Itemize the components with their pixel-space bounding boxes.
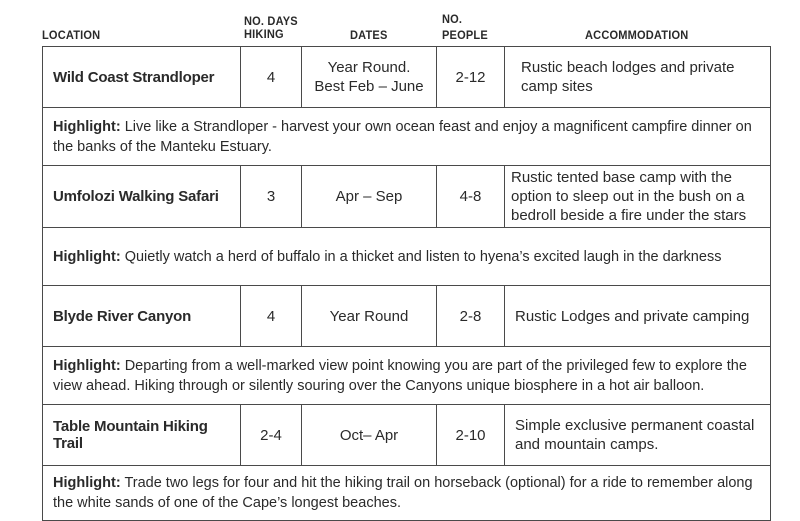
highlight-cell (43, 347, 771, 405)
people-cell: 2-8 (437, 286, 505, 347)
highlight-label: Highlight: (53, 248, 121, 265)
days-cell: 4 (241, 47, 302, 108)
accommodation-cell: Rustic beach lodges and private camp sites (505, 47, 771, 108)
highlight-row (43, 108, 771, 166)
header-people-line2: PEOPLE (442, 28, 488, 42)
highlight-text: Live like a Strandloper - harvest your own ocean feast and enjoy a magnificent campfire dinner on the banks of the Manteku Estuary. (53, 118, 752, 155)
highlight-text: Trade two legs for four and hit the hiking trail on horseback (optional) for a ride to remember along the white sands of one of the Cape’s longest beaches. (53, 475, 753, 511)
table-row (43, 286, 771, 347)
people-cell: 4-8 (437, 166, 505, 228)
table-row (43, 47, 771, 108)
days-cell: 2-4 (241, 405, 302, 466)
dates-cell (302, 166, 437, 228)
highlight-row (43, 466, 771, 521)
header-location: LOCATION (42, 28, 101, 42)
header-days-line2: HIKING (244, 27, 284, 41)
days-cell: 3 (241, 166, 302, 228)
table-row (43, 405, 771, 466)
dates-cell (302, 405, 437, 466)
dates-line1: Apr – Sep (335, 188, 403, 205)
location-cell: Table Mountain Hiking Trail (43, 405, 241, 466)
people-cell: 2-10 (437, 405, 505, 466)
header-days (244, 15, 298, 41)
days-cell: 4 (241, 286, 302, 347)
location-cell: Blyde River Canyon (43, 286, 241, 347)
highlight-row (43, 228, 771, 286)
header-people (442, 13, 488, 42)
people-cell: 2-12 (437, 47, 505, 108)
table-row (43, 166, 771, 228)
header-dates: DATES (350, 28, 388, 42)
dates-line1: Oct– Apr (339, 426, 399, 444)
highlight-text: Quietly watch a herd of buffalo in a thicket and listen to hyena’s excited laugh in the darkness (124, 248, 722, 265)
hiking-table (42, 46, 771, 521)
highlight-cell (43, 466, 771, 521)
highlight-label: Highlight: (53, 475, 121, 491)
highlight-row (43, 347, 771, 405)
location-cell: Umfolozi Walking Safari (43, 166, 241, 228)
accommodation-cell: Rustic tented base camp with the option to sleep out in the bush on a bedroll beside a fire under the stars (505, 166, 771, 228)
dates-line1: Year Round. (327, 59, 411, 76)
location-cell: Wild Coast Strandloper (43, 47, 241, 108)
highlight-text: Departing from a well-marked view point knowing you are part of the privileged few to explore the view ahead. Hiking through or silently souring over the Canyons unique biosphere in a hot air balloon. (53, 357, 747, 394)
highlight-cell (43, 228, 771, 286)
dates-cell (302, 286, 437, 347)
header-accommodation: ACCOMMODATION (585, 28, 689, 42)
dates-line2: Best Feb – June (314, 78, 424, 95)
dates-line1: Year Round (329, 307, 409, 325)
accommodation-cell: Rustic Lodges and private camping (505, 286, 771, 347)
highlight-label: Highlight: (53, 357, 121, 374)
highlight-label: Highlight: (53, 118, 121, 135)
accommodation-cell: Simple exclusive permanent coastal and mountain camps. (505, 405, 771, 466)
header-people-line1: NO. (442, 12, 463, 26)
highlight-cell (43, 108, 771, 166)
dates-cell (302, 47, 437, 108)
header-days-line1: NO. DAYS (244, 14, 298, 28)
